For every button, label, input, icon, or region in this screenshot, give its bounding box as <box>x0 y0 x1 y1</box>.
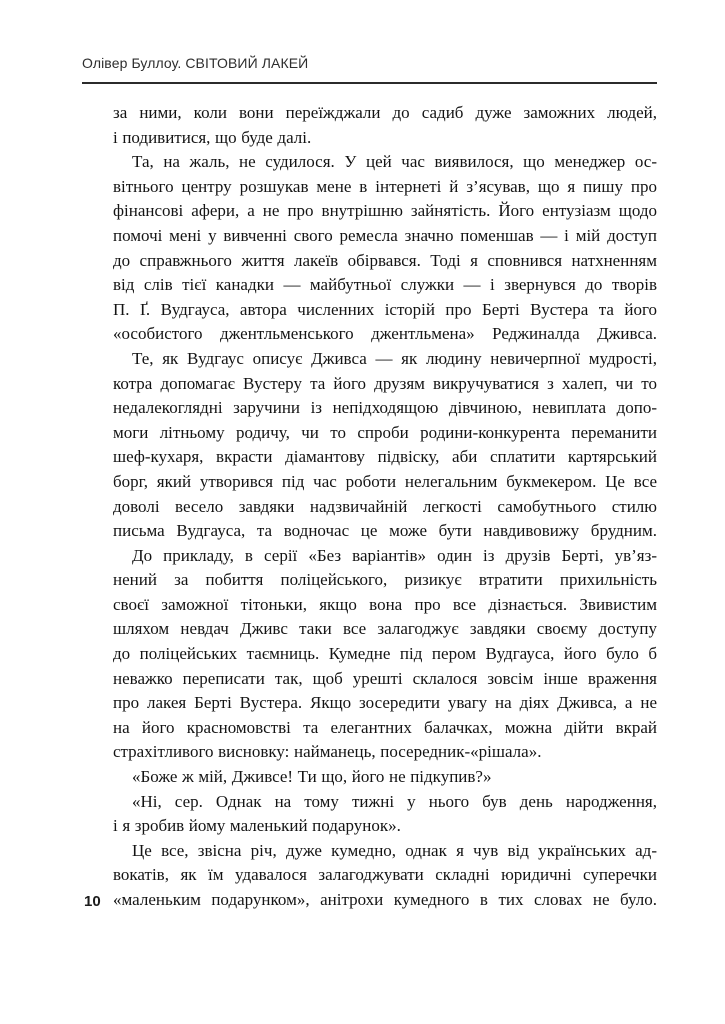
text-line: шеф-кухаря, вкрасти діамантову підвіску, аби сплатити картярський <box>113 447 657 467</box>
text-line: неважко переписати так, щоб урешті склалося зовсім інше враження <box>113 668 657 688</box>
text-line: котра допомагає Вустеру та його друзям викручуватися з халеп, чи то <box>113 373 657 393</box>
text-line: від слів тієї канадки — майбутньої служки — і звернувся до творів <box>113 275 657 295</box>
page-number: 10 <box>84 893 101 910</box>
text-line: недалекоглядні заручини із непідходящою дівчиною, невиплата допо- <box>113 398 657 418</box>
text-line: страхітливого висновку: найманець, посередник-«рішала». <box>113 742 542 762</box>
text-line: П. Ґ. Вудгауса, автора численних історій про Берті Вустера та його <box>113 299 657 319</box>
text-line: на його красномовстві та елегантних балачках, можна дійти вкрай <box>113 717 657 737</box>
text-line: Та, на жаль, не судилося. У цей час виявилося, що менеджер ос- <box>132 152 657 172</box>
text-line: і подивитися, що буде далі. <box>113 127 312 147</box>
text-line: вітнього центру розшукав мене в інтернеті й з’ясував, що я пишу про <box>113 176 657 196</box>
text-line: вокатів, як їм удавалося залагоджувати складні юридичні суперечки <box>113 865 657 885</box>
text-line: письма Вудгауса, та водночас це може бути навдивовижу брудним. <box>113 521 657 541</box>
text-line: про лакея Берті Вустера. Якщо зосередити увагу на діях Дживса, а не <box>113 693 657 713</box>
body-text <box>113 101 657 913</box>
text-line: помочі мені у вивченні свого ремесла значно поменшав — і мій доступ <box>113 225 657 245</box>
text-line: до поліцейських таємниць. Кумедне під пером Вудгауса, його було б <box>113 644 657 664</box>
text-line: «Ні, сер. Однак на тому тижні у нього був день народження, <box>132 791 657 811</box>
text-line: моги літньому родичу, чи то спроби родини-конкурента переманити <box>113 422 657 442</box>
text-line: шляхом невдач Дживс таки все залагоджує завдяки своєму доступу <box>113 619 657 639</box>
text-line: Це все, звісна річ, дуже кумедно, однак я чув від українських ад- <box>132 840 657 860</box>
text-line: до справжнього життя лакеїв обірвався. Тоді я сповнився натхненням <box>113 250 657 270</box>
text-line: нений за побиття поліцейського, ризикує втратити прихильність <box>113 570 657 590</box>
text-line: доволі весело завдяки надзвичайній легкості самобутнього стилю <box>113 496 657 516</box>
text-line: і я зробив йому маленький подарунок». <box>113 816 401 836</box>
text-line: Те, як Вудгаус описує Дживса — як людину невичерпної мудрості, <box>132 348 657 368</box>
text-line: «особистого джентльменського джентльмена» Реджиналда Дживса. <box>113 324 657 344</box>
text-line: До прикладу, в серії «Без варіантів» один із друзів Берті, ув’яз- <box>132 545 657 565</box>
text-line: борг, який утворився під час роботи нелегальним букмекером. Це все <box>113 471 657 491</box>
running-header: Олівер Буллоу. СВІТОВИЙ ЛАКЕЙ <box>82 55 309 71</box>
text-line: «маленьким подарунком», анітрохи кумедного в тих словах не було. <box>113 890 657 909</box>
text-line: за ними, коли вони переїжджали до садиб дуже заможних людей, <box>113 103 657 122</box>
text-line: «Боже ж мій, Дживсе! Ти що, його не підкупив?» <box>132 767 492 787</box>
text-line: фінансові афери, а не про внутрішню зайнятість. Його ентузіазм щодо <box>113 201 657 221</box>
text-line: своєї заможної тітоньки, якщо вона про все дізнається. Звивистим <box>113 594 657 614</box>
header-rule <box>82 82 657 84</box>
